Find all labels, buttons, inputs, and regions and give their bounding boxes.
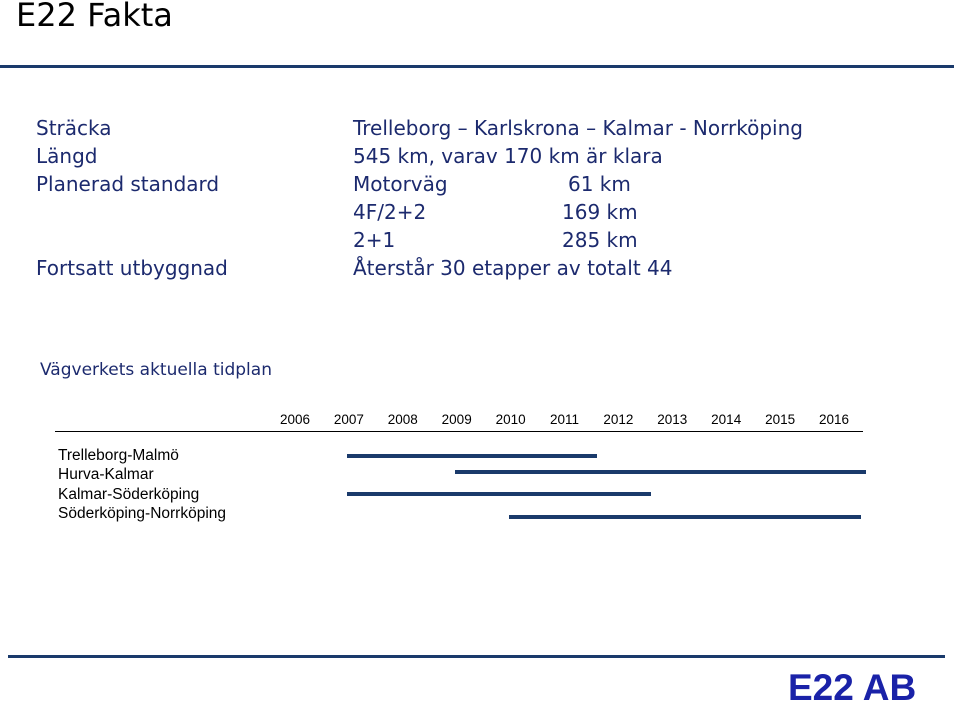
segment-label: Kalmar-Söderköping — [58, 485, 200, 503]
segment-bar — [509, 515, 861, 519]
year-2013: 2013 — [657, 412, 688, 427]
fact-value: 4F/2+2 — [353, 200, 427, 224]
fact-label: Fortsatt utbyggnad — [36, 256, 228, 280]
year-2014: 2014 — [711, 412, 742, 427]
segment-label: Söderköping-Norrköping — [58, 504, 227, 522]
fact-value: Trelleborg – Karlskrona – Kalmar - Norrköping — [353, 116, 803, 140]
fact-label: Planerad standard — [36, 172, 220, 196]
segment-bar — [347, 492, 651, 496]
top-divider — [0, 65, 954, 68]
timeline-title: Vägverkets aktuella tidplan — [40, 360, 272, 380]
year-2006: 2006 — [279, 412, 311, 427]
fact-km: 169 km — [562, 200, 638, 224]
segment-label: Hurva-Kalmar — [58, 466, 154, 484]
fact-label: Längd — [36, 144, 98, 168]
year-2008: 2008 — [387, 412, 418, 427]
fact-label: Sträcka — [36, 116, 112, 140]
year-2016: 2016 — [818, 412, 850, 427]
brand-logo: E22 AB — [788, 667, 917, 708]
fact-value: Återstår 30 etapper av totalt 44 — [353, 256, 673, 280]
year-2009: 2009 — [441, 412, 472, 427]
fact-km: 61 km — [568, 172, 631, 196]
fact-value: 545 km, varav 170 km är klara — [353, 144, 663, 168]
bottom-divider — [8, 655, 945, 658]
year-2007: 2007 — [333, 412, 364, 427]
page-title: E22 Fakta — [16, 0, 173, 34]
year-2011: 2011 — [549, 412, 580, 427]
timeline-header-rule — [55, 431, 863, 432]
year-2010: 2010 — [495, 412, 526, 427]
fact-value: 2+1 — [353, 228, 396, 252]
fact-value: Motorväg — [353, 172, 448, 196]
year-2015: 2015 — [765, 412, 796, 427]
segment-bar — [455, 470, 867, 474]
year-2012: 2012 — [603, 412, 634, 427]
fact-km: 285 km — [562, 228, 638, 252]
segment-bar — [347, 454, 597, 458]
segment-label: Trelleborg-Malmö — [58, 447, 179, 464]
